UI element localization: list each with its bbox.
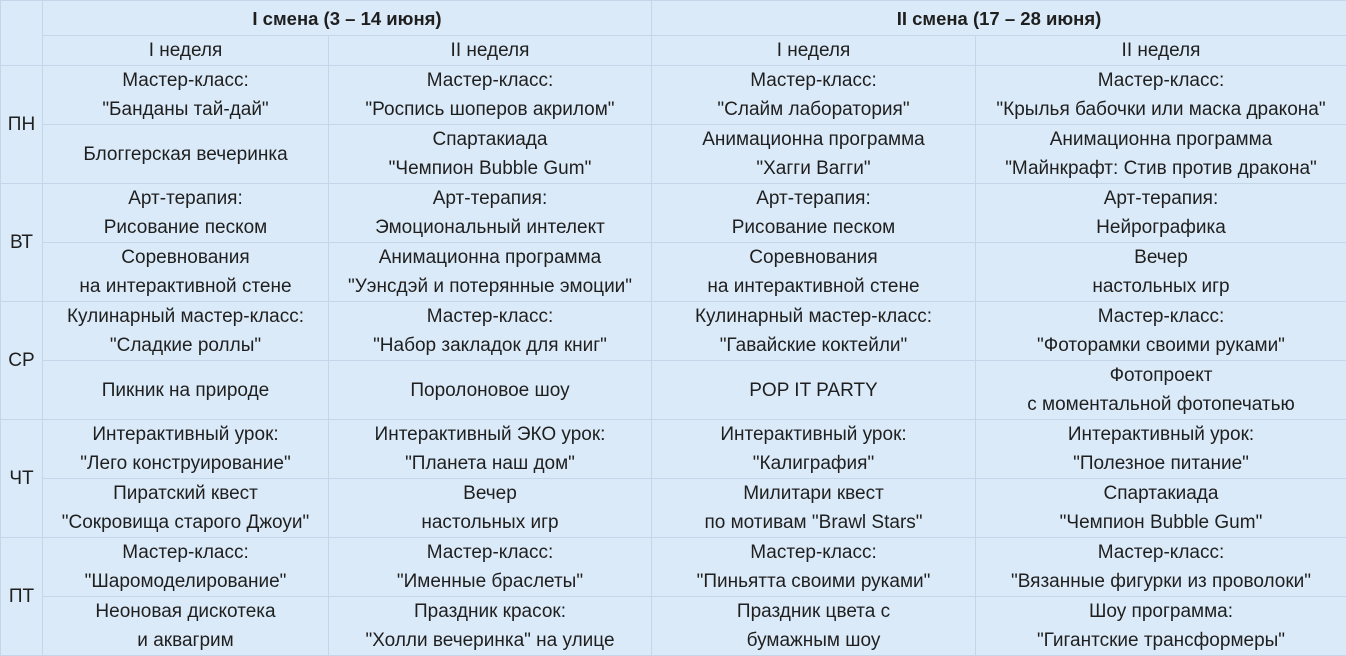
activity-text-line: Эмоциональный интелект xyxy=(329,213,651,242)
activity-cell xyxy=(43,302,329,361)
activity-text-line: "Крылья бабочки или маска дракона" xyxy=(976,95,1346,124)
activity-text-line: Пикник на природе xyxy=(43,376,328,405)
activity-text-line: Интерактивный ЭКО урок: xyxy=(329,420,651,449)
activity-text-line: Арт-терапия: xyxy=(976,184,1346,213)
activity-text-line: Милитари квест xyxy=(652,479,975,508)
activity-text-line: по мотивам "Brawl Stars" xyxy=(652,508,975,537)
day-label: ЧТ xyxy=(1,420,43,538)
activity-text-line: "Гигантские трансформеры" xyxy=(976,626,1346,655)
activity-row xyxy=(1,361,1346,420)
activity-text-line: "Сладкие роллы" xyxy=(43,331,328,360)
activity-text-line: Вечер xyxy=(329,479,651,508)
activity-cell xyxy=(652,597,976,656)
activity-cell xyxy=(976,479,1346,538)
activity-text-line: "Шаромоделирование" xyxy=(43,567,328,596)
activity-text-line: "Полезное питание" xyxy=(976,449,1346,478)
activity-cell xyxy=(976,538,1346,597)
activity-text-line: "Сокровища старого Джоуи" xyxy=(43,508,328,537)
activity-cell xyxy=(652,184,976,243)
activity-text-line: Кулинарный мастер-класс: xyxy=(43,302,328,331)
schedule-body xyxy=(1,66,1346,656)
activity-cell xyxy=(329,66,652,125)
activity-text-line: "Слайм лаборатория" xyxy=(652,95,975,124)
day-label: ВТ xyxy=(1,184,43,302)
activity-text-line: "Лего конструирование" xyxy=(43,449,328,478)
activity-cell xyxy=(329,184,652,243)
activity-cell xyxy=(329,538,652,597)
activity-text-line: Мастер-класс: xyxy=(976,302,1346,331)
activity-cell xyxy=(976,125,1346,184)
activity-text-line: "Пиньятта своими руками" xyxy=(652,567,975,596)
activity-text-line: "Калиграфия" xyxy=(652,449,975,478)
activity-text-line: Анимационна программа xyxy=(329,243,651,272)
activity-cell xyxy=(329,125,652,184)
activity-text-line: Мастер-класс: xyxy=(976,538,1346,567)
week-header: I неделя xyxy=(43,36,329,66)
activity-cell xyxy=(976,243,1346,302)
activity-text-line: "Именные браслеты" xyxy=(329,567,651,596)
activity-row xyxy=(1,302,1346,361)
activity-text-line: Рисование песком xyxy=(652,213,975,242)
activity-cell xyxy=(652,66,976,125)
activity-text-line: "Гавайские коктейли" xyxy=(652,331,975,360)
activity-text-line: с моментальной фотопечатью xyxy=(976,390,1346,419)
activity-row xyxy=(1,420,1346,479)
activity-cell xyxy=(652,361,976,420)
activity-text-line: Спартакиада xyxy=(329,125,651,154)
activity-text-line: "Набор закладок для книг" xyxy=(329,331,651,360)
activity-text-line: Неоновая дискотека xyxy=(43,597,328,626)
activity-text-line: Мастер-класс: xyxy=(652,66,975,95)
activity-row xyxy=(1,66,1346,125)
activity-text-line: Мастер-класс: xyxy=(329,66,651,95)
day-label: СР xyxy=(1,302,43,420)
activity-cell xyxy=(329,479,652,538)
activity-text-line: Мастер-класс: xyxy=(329,302,651,331)
activity-text-line: Рисование песком xyxy=(43,213,328,242)
activity-text-line: "Уэнсдэй и потерянные эмоции" xyxy=(329,272,651,301)
activity-text-line: Праздник красок: xyxy=(329,597,651,626)
activity-cell xyxy=(43,597,329,656)
activity-text-line: Шоу программа: xyxy=(976,597,1346,626)
activity-cell xyxy=(43,361,329,420)
activity-cell xyxy=(329,302,652,361)
activity-text-line: бумажным шоу xyxy=(652,626,975,655)
corner-cell xyxy=(1,1,43,66)
week-header: II неделя xyxy=(976,36,1346,66)
activity-cell xyxy=(329,243,652,302)
activity-cell xyxy=(976,420,1346,479)
activity-text-line: настольных игр xyxy=(976,272,1346,301)
activity-text-line: Нейрографика xyxy=(976,213,1346,242)
activity-cell xyxy=(976,302,1346,361)
activity-text-line: Анимационна программа xyxy=(652,125,975,154)
activity-cell xyxy=(652,538,976,597)
week-header: I неделя xyxy=(652,36,976,66)
activity-text-line: Мастер-класс: xyxy=(43,66,328,95)
activity-cell xyxy=(976,361,1346,420)
activity-text-line: Мастер-класс: xyxy=(329,538,651,567)
activity-row xyxy=(1,538,1346,597)
activity-cell xyxy=(329,420,652,479)
activity-text-line: Вечер xyxy=(976,243,1346,272)
activity-row xyxy=(1,597,1346,656)
activity-text-line: POP IT PARTY xyxy=(652,376,975,405)
activity-cell xyxy=(43,420,329,479)
activity-text-line: "Майнкрафт: Стив против дракона" xyxy=(976,154,1346,183)
activity-text-line: "Холли вечеринка" на улице xyxy=(329,626,651,655)
activity-text-line: Праздник цвета с xyxy=(652,597,975,626)
activity-row xyxy=(1,243,1346,302)
activity-text-line: Анимационна программа xyxy=(976,125,1346,154)
activity-text-line: "Планета наш дом" xyxy=(329,449,651,478)
activity-text-line: "Хагги Вагги" xyxy=(652,154,975,183)
activity-cell xyxy=(652,420,976,479)
activity-cell xyxy=(43,479,329,538)
activity-cell xyxy=(43,243,329,302)
activity-text-line: настольных игр xyxy=(329,508,651,537)
activity-cell xyxy=(976,66,1346,125)
activity-cell xyxy=(652,479,976,538)
activity-text-line: Фотопроект xyxy=(976,361,1346,390)
activity-text-line: Мастер-класс: xyxy=(43,538,328,567)
activity-row xyxy=(1,125,1346,184)
activity-text-line: "Чемпион Bubble Gum" xyxy=(329,154,651,183)
activity-text-line: на интерактивной стене xyxy=(652,272,975,301)
activity-text-line: Арт-терапия: xyxy=(43,184,328,213)
activity-text-line: Спартакиада xyxy=(976,479,1346,508)
day-label: ПН xyxy=(1,66,43,184)
activity-row xyxy=(1,184,1346,243)
activity-text-line: Мастер-класс: xyxy=(976,66,1346,95)
activity-text-line: Кулинарный мастер-класс: xyxy=(652,302,975,331)
activity-cell xyxy=(329,597,652,656)
activity-cell xyxy=(976,184,1346,243)
activity-cell xyxy=(43,125,329,184)
shift-header-row xyxy=(1,1,1346,36)
activity-text-line: на интерактивной стене xyxy=(43,272,328,301)
activity-text-line: Мастер-класс: xyxy=(652,538,975,567)
activity-cell xyxy=(43,66,329,125)
week-header: II неделя xyxy=(329,36,652,66)
activity-text-line: Соревнования xyxy=(43,243,328,272)
activity-text-line: Поролоновое шоу xyxy=(329,376,651,405)
activity-cell xyxy=(652,302,976,361)
activity-text-line: Арт-терапия: xyxy=(652,184,975,213)
shift-2-header: II смена (17 – 28 июня) xyxy=(652,1,1346,36)
activity-text-line: Арт-терапия: xyxy=(329,184,651,213)
activity-text-line: "Фоторамки своими руками" xyxy=(976,331,1346,360)
activity-text-line: и аквагрим xyxy=(43,626,328,655)
activity-text-line: Соревнования xyxy=(652,243,975,272)
activity-cell xyxy=(43,538,329,597)
shift-1-header: I смена (3 – 14 июня) xyxy=(43,1,652,36)
day-label: ПТ xyxy=(1,538,43,656)
activity-cell xyxy=(976,597,1346,656)
activity-text-line: Пиратский квест xyxy=(43,479,328,508)
activity-text-line: Интерактивный урок: xyxy=(652,420,975,449)
week-header-row xyxy=(1,36,1346,66)
activity-text-line: "Банданы тай-дай" xyxy=(43,95,328,124)
activity-text-line: Интерактивный урок: xyxy=(43,420,328,449)
activity-text-line: "Вязанные фигурки из проволоки" xyxy=(976,567,1346,596)
activity-text-line: "Роспись шоперов акрилом" xyxy=(329,95,651,124)
activity-cell xyxy=(43,184,329,243)
activity-cell xyxy=(329,361,652,420)
activity-text-line: Блоггерская вечеринка xyxy=(43,140,328,169)
activity-row xyxy=(1,479,1346,538)
activity-cell xyxy=(652,125,976,184)
activity-text-line: Интерактивный урок: xyxy=(976,420,1346,449)
activity-cell xyxy=(652,243,976,302)
activity-text-line: "Чемпион Bubble Gum" xyxy=(976,508,1346,537)
